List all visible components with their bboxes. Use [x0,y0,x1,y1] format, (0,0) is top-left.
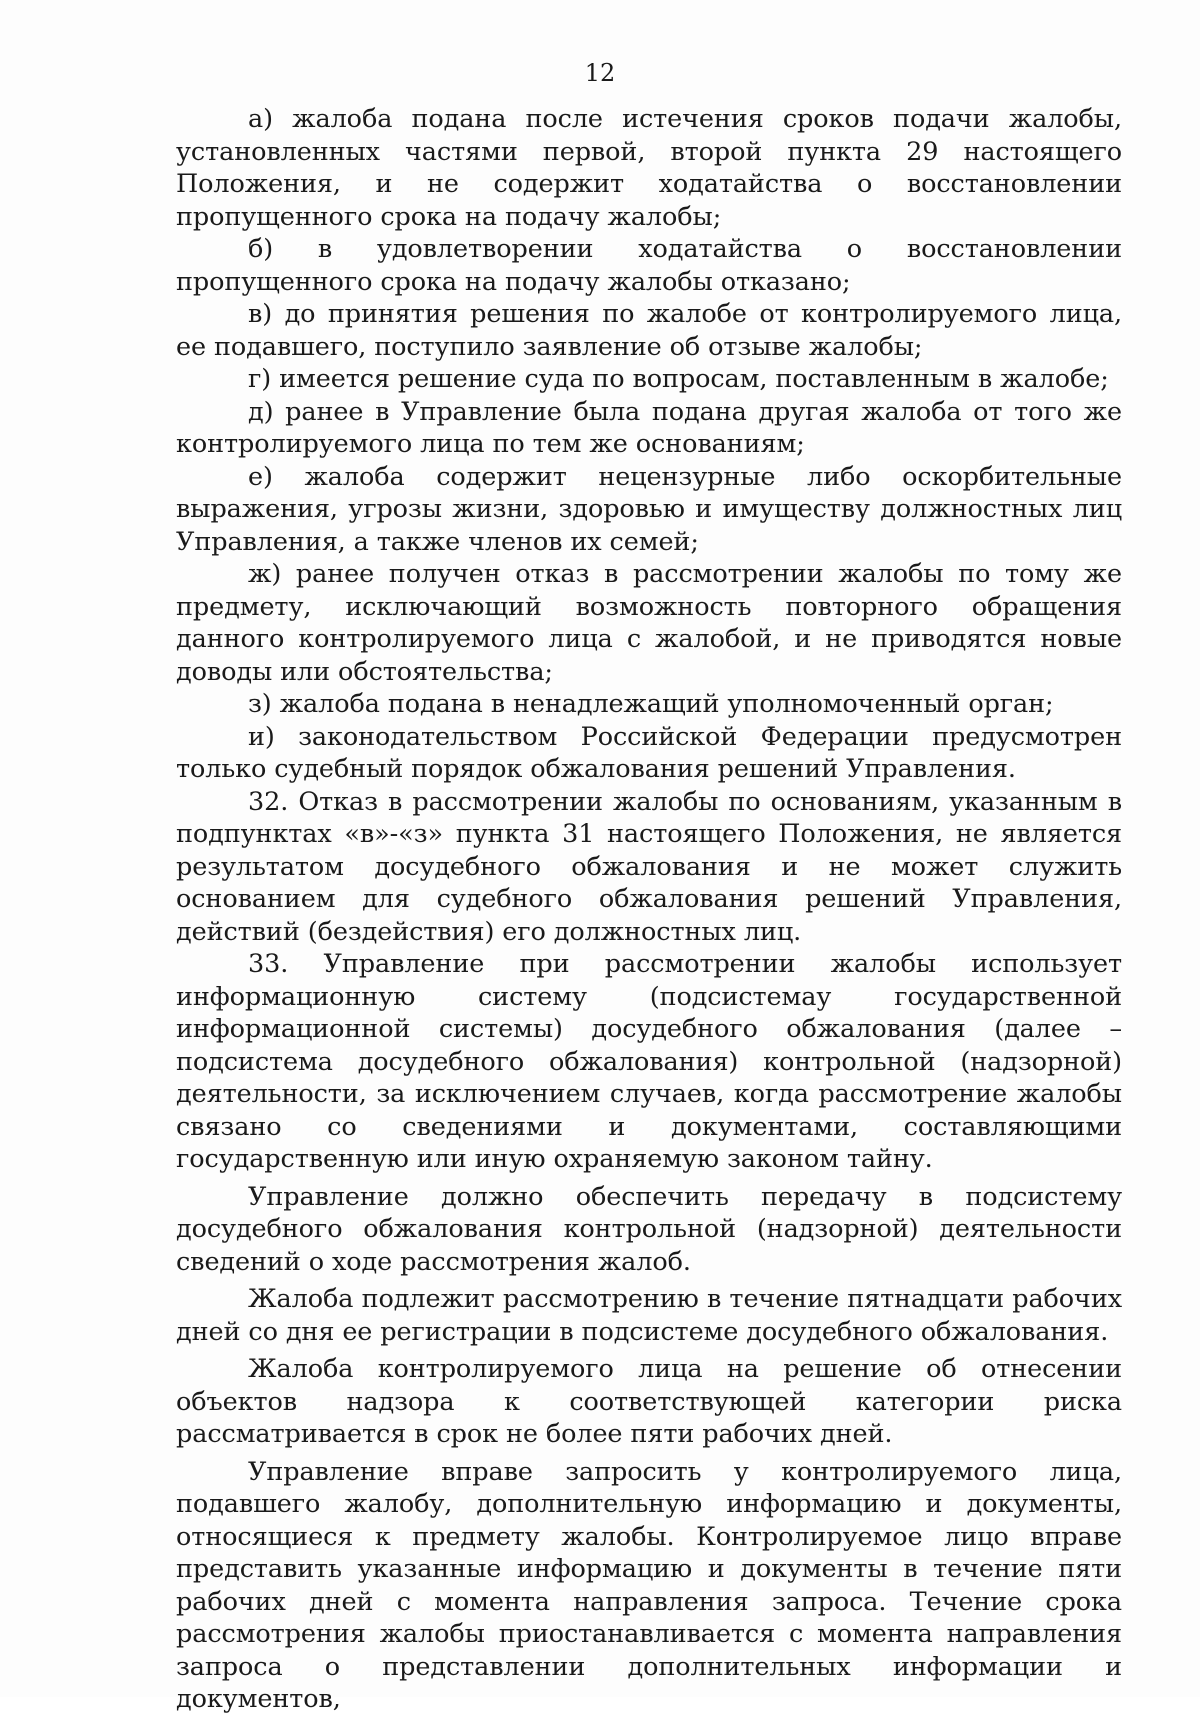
paragraph-zh: ж) ранее получен отказ в рассмотрении жалобы по тому же предмету, исключающий возможность повторного обращения данного контролируемого лица с жалобой, и не приводятся новые доводы или обстоятельства; [176,559,1122,687]
paragraph-33: 33. Управление при рассмотрении жалобы использует информационную систему (подсистемау государственной информационной системы) досудебного обжалования (далее – подсистема досудебного обжалования) контрольной (надзорной) деятельности, за исключением случаев, когда рассмотрение жалобы связано со сведениями и документами, составляющими государственную или иную охраняемую законом тайну. [176,949,1122,1174]
paragraph-a: а) жалоба подана после истечения сроков подачи жалобы, установленных частями первой, второй пункта 29 настоящего Положения, и не содержит ходатайства о восстановлении пропущенного срока на подачу жалобы; [176,104,1122,232]
paragraph-e: е) жалоба содержит нецензурные либо оскорбительные выражения, угрозы жизни, здоровью и имуществу должностных лиц Управления, а также членов их семей; [176,461,1122,557]
paragraph-d: д) ранее в Управление была подана другая жалоба от того же контролируемого лица по тем же основаниям; [176,396,1122,459]
paragraph-b: б) в удовлетворении ходатайства о восстановлении пропущенного срока на подачу жалобы отказано; [176,234,1122,297]
paragraph-33-transfer: Управление должно обеспечить передачу в подсистему досудебного обжалования контрольной (надзорной) деятельности сведений о ходе рассмотрения жалоб. [176,1181,1122,1277]
paragraph-33-term: Жалоба подлежит рассмотрению в течение пятнадцати рабочих дней со дня ее регистрации в подсистеме досудебного обжалования. [176,1284,1122,1347]
paragraph-z: з) жалоба подана в ненадлежащий уполномоченный орган; [248,689,1054,719]
paragraph-i: и) законодательством Российской Федерации предусмотрен только судебный порядок обжалования решений Управления. [176,721,1122,784]
paragraph-33-risk-category: Жалоба контролируемого лица на решение об отнесении объектов надзора к соответствующей категории риска рассматривается в срок не более пяти рабочих дней. [176,1354,1122,1449]
document-body [176,103,1122,1716]
page-number: 12 [584,59,616,87]
paragraph-33-request: Управление вправе запросить у контролируемого лица, подавшего жалобу, дополнительную информацию и документы, относящиеся к предмету жалобы. Контролируемое лицо вправе представить указанные информацию и документы в течение пяти рабочих дней с момента направления запроса. Течение срока рассмотрения жалобы приостанавливается с момента направления запроса о представлении дополнительных информации и документов, [176,1456,1122,1714]
paragraph-g: г) имеется решение суда по вопросам, поставленным в жалобе; [248,364,1109,394]
paragraph-v: в) до принятия решения по жалобе от контролируемого лица, ее подавшего, поступило заявление об отзыве жалобы; [176,299,1122,362]
paragraph-32: 32. Отказ в рассмотрении жалобы по основаниям, указанным в подпунктах «в»-«з» пункта 31 настоящего Положения, не является результатом досудебного обжалования и не может служить основанием для судебного обжалования решений Управления, действий (бездействия) его должностных лиц. [176,786,1122,947]
